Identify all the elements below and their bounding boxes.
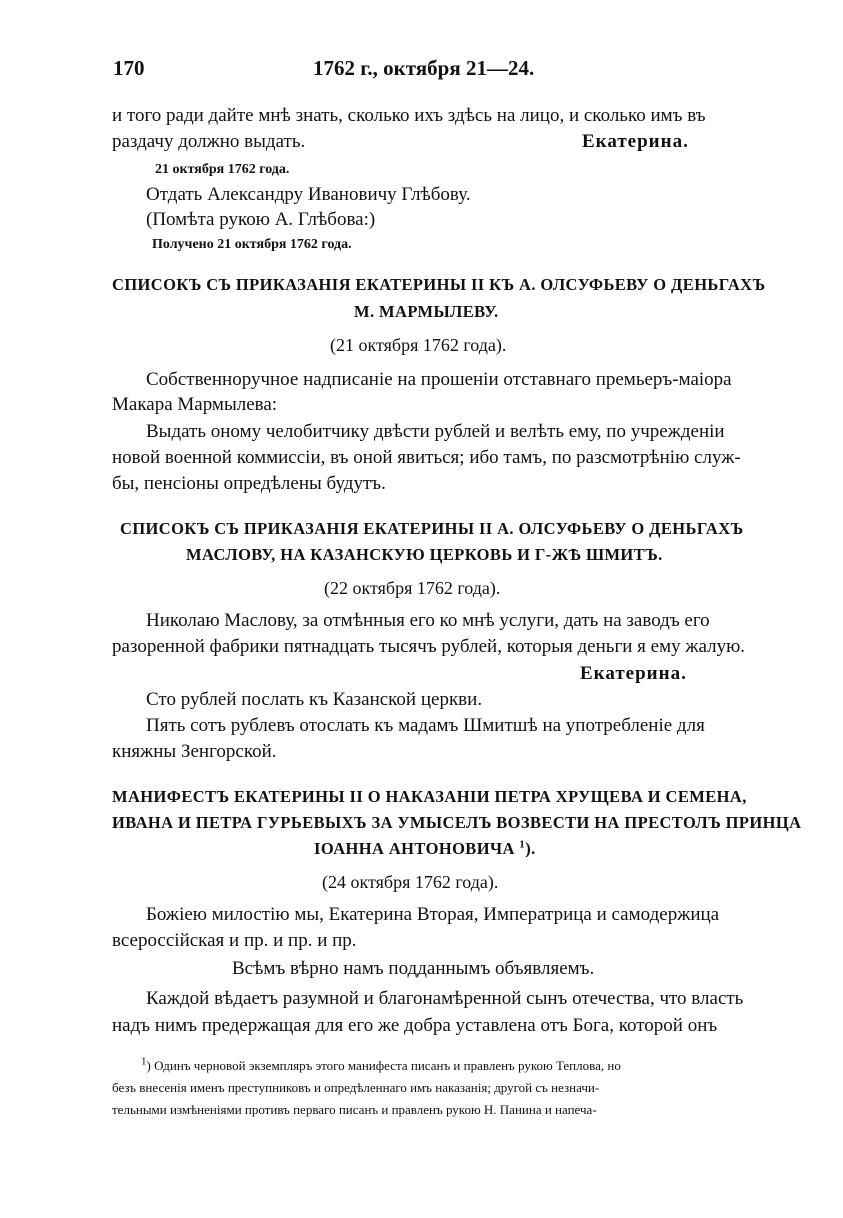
intro-date: 21 октября 1762 года. bbox=[155, 162, 290, 177]
footnote-line-1 bbox=[141, 1057, 621, 1075]
section2-date: (22 октября 1762 года). bbox=[324, 578, 501, 598]
section2-heading-line-2: МАСЛОВУ, НА КАЗАНСКУЮ ЦЕРКОВЬ И Г-ЖѢ ШМИТЪ. bbox=[186, 545, 663, 564]
running-title: 1762 г., октября 21—24. bbox=[313, 56, 535, 80]
section3-heading-line-1: МАНИФЕСТЪ ЕКАТЕРИНЫ II О НАКАЗАНІИ ПЕТРА ХРУЩЕВА И СЕМЕНА, bbox=[112, 787, 747, 806]
section2-heading-line-1: СПИСОКЪ СЪ ПРИКАЗАНІЯ ЕКАТЕРИНЫ II А. ОЛСУФЬЕВУ О ДЕНЬГАХЪ bbox=[120, 519, 744, 538]
section2-p2: Сто рублей послать къ Казанской церкви. bbox=[146, 689, 483, 710]
section3-p2: Всѣмъ вѣрно намъ подданнымъ объявляемъ. bbox=[232, 958, 595, 979]
section2-signature: Екатерина. bbox=[580, 663, 687, 684]
footnote-line-1-text: ) Одинъ черновой экземпляръ этого манифеста писанъ и правленъ рукою Теплова, но bbox=[146, 1058, 621, 1073]
section1-p2-line-3: бы, пенсіоны опредѣлены будутъ. bbox=[112, 473, 386, 494]
footnote-line-2: безъ внесенія именъ преступниковъ и опредѣленнаго имъ наказанія; другой съ незначи- bbox=[112, 1080, 600, 1095]
section3-heading-line-2: ИВАНА И ПЕТРА ГУРЬЕВЫХЪ ЗА УМЫСЕЛЪ ВОЗВЕСТИ НА ПРЕСТОЛЪ ПРИНЦА bbox=[112, 813, 802, 832]
footnote-mark: 1 bbox=[141, 1055, 147, 1068]
page-number: 170 bbox=[113, 56, 145, 80]
section3-p1-line-1: Божіею милостію мы, Екатерина Вторая, Императрица и самодержица bbox=[146, 904, 720, 925]
section1-p2-line-1: Выдать оному челобитчику двѣсти рублей и велѣть ему, по учрежденіи bbox=[146, 421, 725, 442]
section3-p1-line-2: всероссійская и пр. и пр. и пр. bbox=[112, 930, 357, 951]
footnote-line-3: тельными измѣненіями противъ перваго писанъ и правленъ рукою Н. Панина и напеча- bbox=[112, 1102, 597, 1117]
section3-p3-line-1: Каждой вѣдаетъ разумной и благонамѣренной сынъ отечества, что власть bbox=[146, 988, 744, 1009]
section2-p3-line-1: Пять сотъ рублевъ отослать къ мадамъ Шмитшѣ на употребленіе для bbox=[146, 715, 705, 736]
section3-heading-end: ). bbox=[525, 839, 536, 858]
intro-line-1: и того ради дайте мнѣ знать, сколько ихъ здѣсь на лицо, и сколько имъ въ bbox=[112, 105, 706, 126]
intro-note-2: (Помѣта рукою А. Глѣбова:) bbox=[146, 209, 376, 230]
intro-note-1: Отдать Александру Ивановичу Глѣбову. bbox=[146, 184, 471, 205]
section2-p1-line-2: разоренной фабрики пятнадцать тысячъ рублей, которыя деньги я ему жалую. bbox=[112, 636, 746, 657]
section1-heading-line-2: М. МАРМЫЛЕВУ. bbox=[354, 302, 499, 321]
section3-heading-line-3 bbox=[314, 837, 536, 861]
section1-p1-line-2: Макара Мармылева: bbox=[112, 394, 278, 415]
intro-received: Получено 21 октября 1762 года. bbox=[152, 237, 352, 252]
section2-p3-line-2: княжны Зенгорской. bbox=[112, 741, 277, 762]
section1-heading-line-1: СПИСОКЪ СЪ ПРИКАЗАНІЯ ЕКАТЕРИНЫ II КЪ А. ОЛСУФЬЕВУ О ДЕНЬГАХЪ bbox=[112, 275, 766, 294]
section3-date: (24 октября 1762 года). bbox=[322, 872, 499, 892]
section2-p1-line-1: Николаю Маслову, за отмѣнныя его ко мнѣ услуги, дать на заводъ его bbox=[146, 610, 710, 631]
section3-heading-text: ІОАННА АНТОНОВИЧА bbox=[314, 839, 515, 858]
section1-date: (21 октября 1762 года). bbox=[330, 335, 507, 355]
footnote-reference[interactable]: 1 bbox=[519, 838, 526, 851]
section3-p3-line-2: надъ нимъ предержащая для его же добра уставлена отъ Бога, которой онъ bbox=[112, 1015, 718, 1036]
intro-line-2: раздачу должно выдать. bbox=[112, 131, 306, 152]
section1-p1-line-1: Собственноручное надписаніе на прошеніи отставнаго премьеръ-маіора bbox=[146, 369, 732, 390]
section1-p2-line-2: новой военной коммиссіи, въ оной явиться; ибо тамъ, по разсмотрѣнію служ- bbox=[112, 447, 741, 468]
intro-signature: Екатерина. bbox=[582, 131, 689, 152]
